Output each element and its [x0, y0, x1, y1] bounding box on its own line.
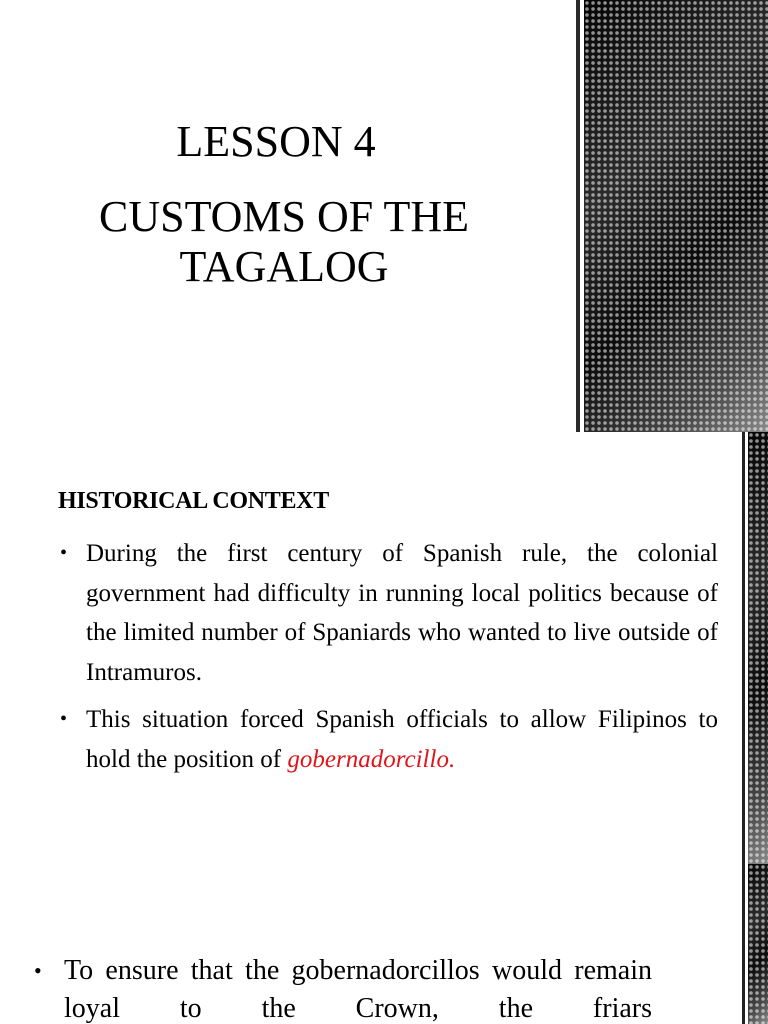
- bullet-text: This situation forced Spanish officials to allow Filipinos to hold the position of: [86, 706, 718, 773]
- bullet-item: [58, 534, 718, 692]
- metal-texture-panel: [748, 864, 768, 1024]
- metal-texture-panel: [748, 432, 768, 864]
- historical-context-slide: [0, 432, 768, 864]
- panel-edge-decoration: [742, 432, 745, 864]
- bullet-item: [32, 952, 652, 1024]
- highlighted-term: gobernadorcillo.: [287, 745, 456, 773]
- panel-edge-decoration: [576, 0, 580, 432]
- bullet-text: During the first century of Spanish rule, the colonial government had difficulty in running local politics because of the limited number of Spaniards who wanted to live outside of Intramuros.: [86, 540, 718, 686]
- bullet-item: [58, 700, 718, 779]
- metal-texture-panel: [584, 0, 768, 432]
- bullet-text: To ensure that the gobernadorcillos would remain loyal to the Crown, the friars: [64, 955, 652, 1024]
- continuation-slide: [0, 864, 768, 1024]
- lesson-number: LESSON 4: [176, 117, 376, 166]
- title-slide: [0, 0, 768, 432]
- section-heading: HISTORICAL CONTEXT: [58, 488, 329, 514]
- bullet-icon: •: [60, 542, 68, 564]
- panel-edge-decoration: [742, 864, 745, 1024]
- lesson-title: CUSTOMS OF THE TAGALOG: [98, 192, 470, 291]
- bullet-icon: •: [60, 708, 68, 730]
- bullet-icon: •: [34, 958, 42, 983]
- bullet-list: [32, 952, 652, 1024]
- bullet-list: [58, 534, 718, 787]
